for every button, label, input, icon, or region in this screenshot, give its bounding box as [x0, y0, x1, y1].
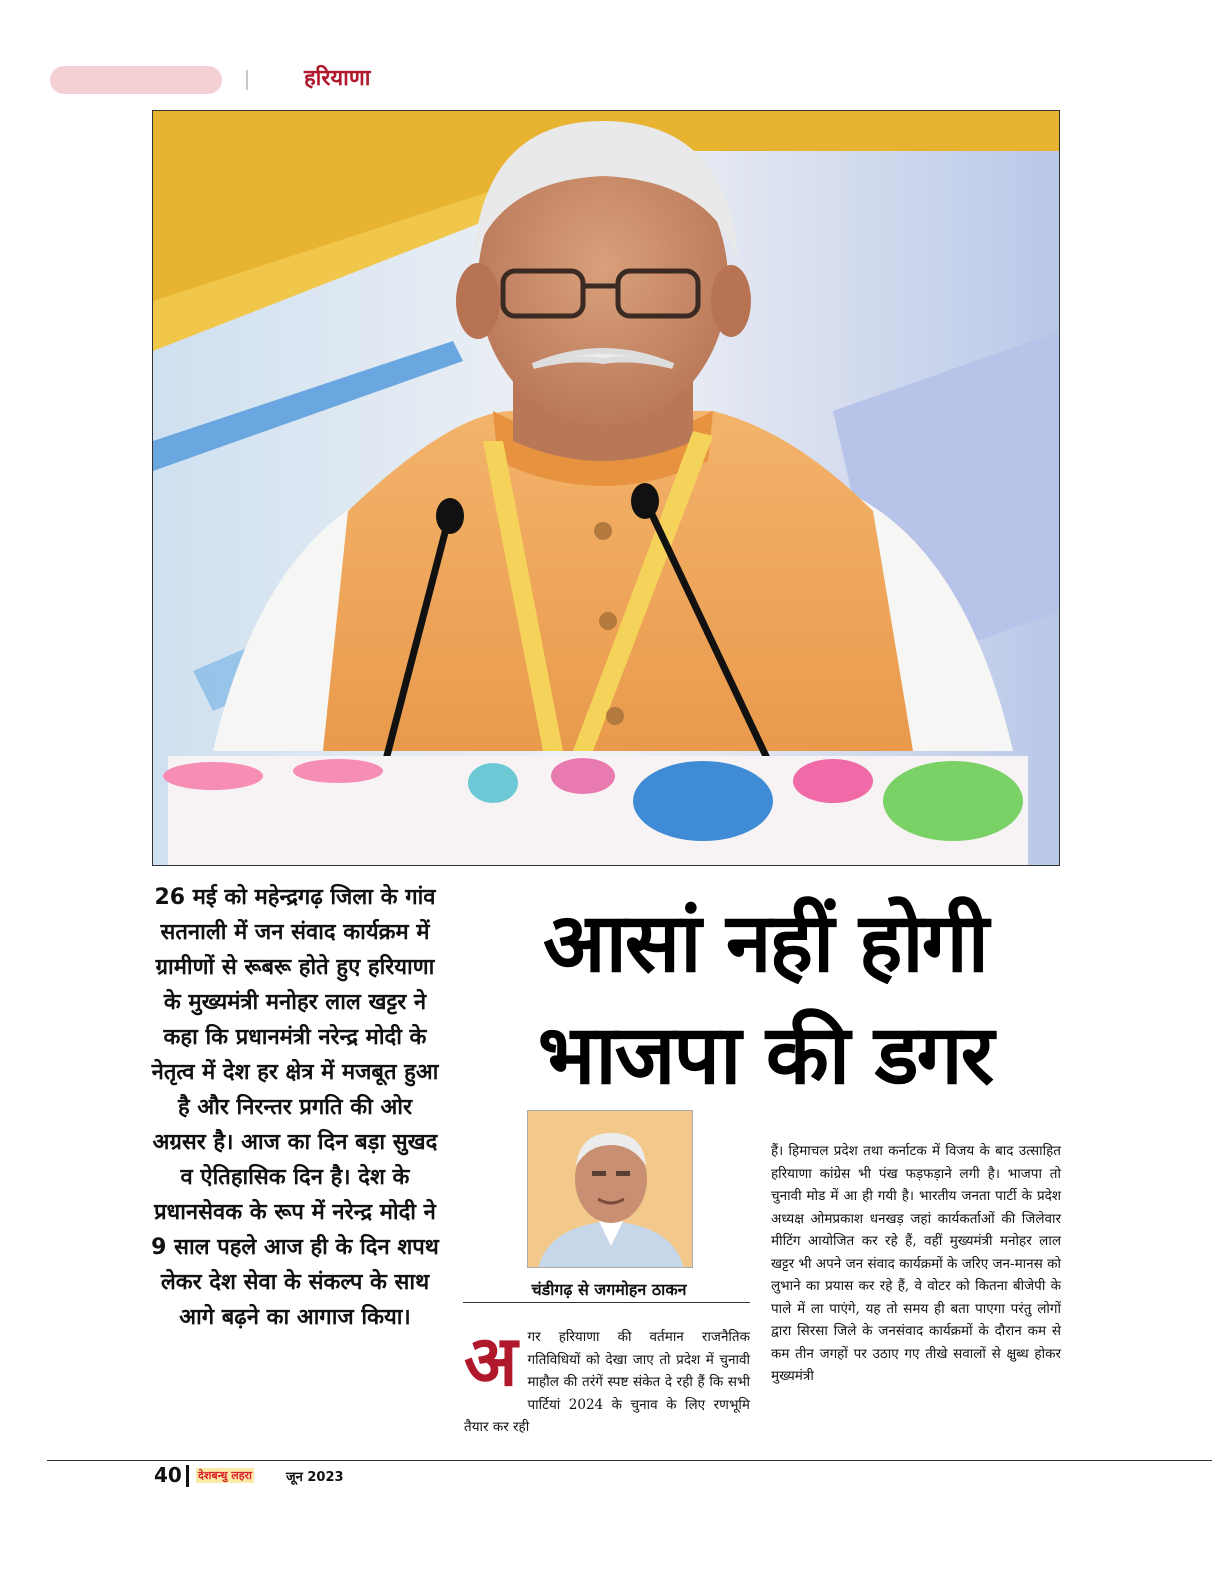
headline	[510, 888, 1020, 1112]
byline-rule	[463, 1302, 750, 1303]
drop-cap: अ	[464, 1320, 518, 1402]
issue-date: जून 2023	[286, 1470, 344, 1485]
publication-logo: देशबन्धु लहरा	[198, 1469, 252, 1482]
page-number: 40	[154, 1463, 182, 1487]
article-column-1	[464, 1320, 750, 1439]
headline-line-2: भाजपा की डगर	[537, 1008, 993, 1103]
intro-text: 26 मई को महेन्द्रगढ़ जिला के गांव सतनाली में जन संवाद कार्यक्रम में ग्रामीणों से रूबरू होते हुए हरियाणा के मुख्यमंत्री मनोहर लाल खट्टर ने कहा कि प्रधानमंत्री नरेन्द्र मोदी के नेतृत्व में देश हर क्षेत्र में मजबूत हुआ है और निरन्तर प्रगति की ओर अग्रसर है। आज का दिन बड़ा सुखद व ऐतिहासिक दिन है। देश के प्रधानसेवक के रूप में नरेन्द्र मोदी ने 9 साल पहले आज ही के दिन शपथ लेकर देश सेवा के संकल्प के साथ आगे बढ़ने का आगाज किया।	[151, 885, 439, 1330]
byline: चंडीगढ़ से जगमोहन ठाकन	[531, 1280, 687, 1299]
article-column-1-text: गर हरियाणा की वर्तमान राजनैतिक गतिविधियों को देखा जाए तो प्रदेश में चुनावी माहौल की तरंगें स्पष्ट संकेत दे रही हैं कि सभी पार्टियां 2024 के चुनाव के लिए रणभूमि तैयार कर रही	[464, 1329, 750, 1435]
header-pill	[50, 66, 222, 94]
footer-rule	[47, 1460, 1212, 1461]
author-photo	[527, 1110, 693, 1268]
section-label: हरियाणा	[304, 66, 371, 91]
footer-bar	[186, 1465, 189, 1487]
main-photo	[152, 110, 1060, 866]
header-separator	[246, 70, 248, 90]
article-column-2: हैं। हिमाचल प्रदेश तथा कर्नाटक में विजय के बाद उत्साहित हरियाणा कांग्रेस भी पंख फड़फड़ाने लगी है। भाजपा तो चुनावी मोड में आ ही गयी है। भारतीय जनता पार्टी के प्रदेश अध्यक्ष ओमप्रकाश धनखड़ जहां कार्यकर्ताओं की जिलेवार मीटिंग आयोजित कर रहे हैं, वहीं मुख्यमंत्री मनोहर लाल खट्टर भी अपने जन संवाद कार्यक्रमों के जरिए जन-मानस को लुभाने का प्रयास कर रहे हैं, वे वोटर को कितना बीजेपी के पाले में ला पाएंगे, यह तो समय ही बता पाएगा परंतु लोगों द्वारा सिरसा जिले के जनसंवाद कार्यक्रमों के दौरान कम से कम तीन जगहों पर उठाए गए तीखे सवालों से क्षुब्ध होकर मुख्यमंत्री	[771, 1143, 1061, 1384]
headline-line-1: आसां नहीं होगी	[542, 896, 988, 991]
